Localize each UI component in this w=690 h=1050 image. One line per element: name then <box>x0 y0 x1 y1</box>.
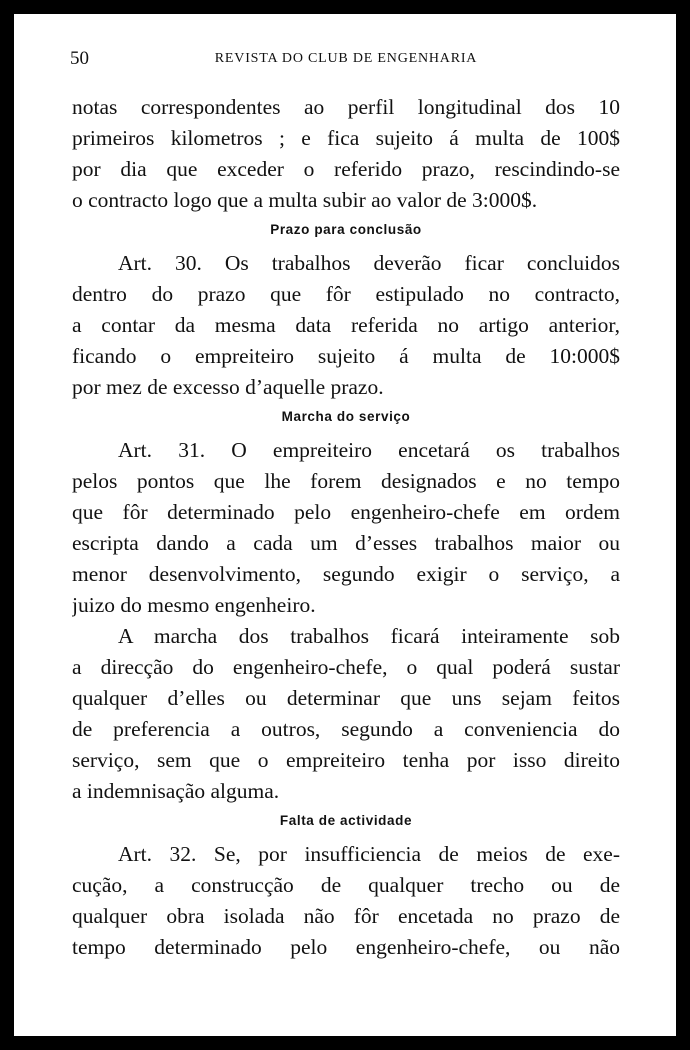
text-line: serviço, sem que o empreiteiro tenha por isso direito <box>72 748 620 772</box>
text-line: a contar da mesma data referida no artigo anterior, <box>72 313 620 337</box>
text-line: por dia que exceder o referido prazo, rescindindo-se <box>72 157 620 181</box>
body-text <box>72 92 620 963</box>
text-line: primeiros kilometros ; e fica sujeito á multa de 100$ <box>72 126 620 150</box>
text-line: menor desenvolvimento, segundo exigir o serviço, a <box>72 562 620 586</box>
journal-title: REVISTA DO CLUB DE ENGENHARIA <box>214 51 478 66</box>
text-line: qualquer d’elles ou determinar que uns sejam feitos <box>72 686 620 710</box>
article-32-first-line: Art. 32. Se, por insufficiencia de meios de exe- <box>118 842 620 866</box>
text-line: dentro do prazo que fôr estipulado no contracto, <box>72 282 620 306</box>
text-line: de preferencia a outros, segundo a conveniencia do <box>72 717 620 741</box>
text-line: tempo determinado pelo engenheiro-chefe, ou não <box>72 935 620 959</box>
section-heading-falta: Falta de actividade <box>279 813 413 828</box>
text-line: por mez de excesso d’aquelle prazo. <box>72 375 384 399</box>
article-30-first-line: Art. 30. Os trabalhos deverão ficar concluidos <box>118 251 620 275</box>
page-number: 50 <box>70 48 89 69</box>
text-line: ficando o empreiteiro sujeito á multa de 10:000$ <box>72 344 620 368</box>
text-line: cução, a construcção de qualquer trecho ou de <box>72 873 620 897</box>
text-line: a direcção do engenheiro-chefe, o qual poderá sustar <box>72 655 620 679</box>
text-line: o contracto logo que a multa subir ao valor de 3:000$. <box>72 188 538 212</box>
text-line: juizo do mesmo engenheiro. <box>72 593 316 617</box>
article-31-first-line: Art. 31. O empreiteiro encetará os trabalhos <box>118 438 620 462</box>
document-page <box>14 14 676 1036</box>
running-head <box>70 48 622 70</box>
text-line: pelos pontos que lhe forem designados e no tempo <box>72 469 620 493</box>
section-heading-prazo: Prazo para conclusão <box>270 222 422 237</box>
text-line: que fôr determinado pelo engenheiro-chefe em ordem <box>72 500 620 524</box>
text-line: notas correspondentes ao perfil longitudinal dos 10 <box>72 95 620 119</box>
text-line: qualquer obra isolada não fôr encetada no prazo de <box>72 904 620 928</box>
section-heading-marcha: Marcha do serviço <box>281 409 411 424</box>
text-line: a indemnisação alguma. <box>72 779 280 803</box>
text-line: escripta dando a cada um d’esses trabalhos maior ou <box>72 531 620 555</box>
paragraph-first-line: A marcha dos trabalhos ficará inteiramente sob <box>118 624 620 648</box>
